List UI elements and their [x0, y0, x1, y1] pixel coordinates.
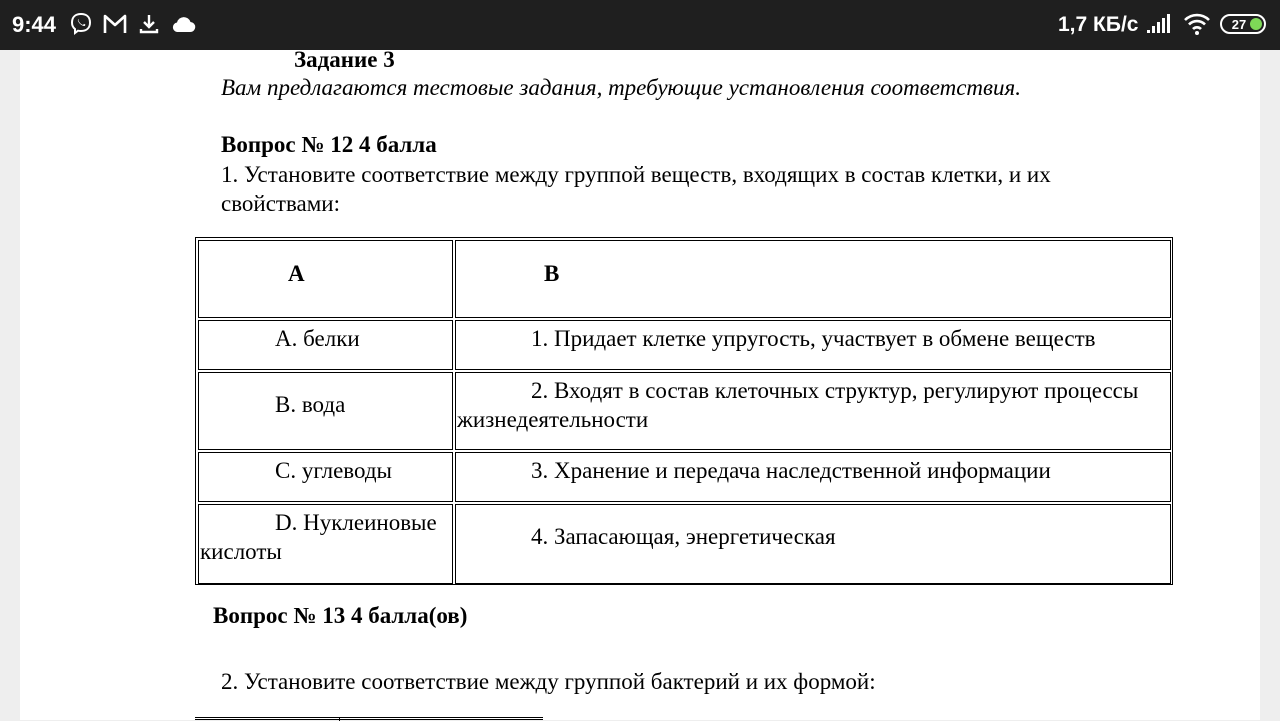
download-icon [136, 11, 162, 37]
question-12-text-line1: 1. Установите соответствие между группой веществ, входящих в состав клетки, и их [221, 162, 1051, 187]
table-row-3-b [455, 452, 1171, 502]
header-a-label: А [288, 261, 305, 286]
task-title: Задание 3 [294, 47, 395, 72]
notification-icons [68, 11, 196, 37]
viber-icon [68, 11, 94, 37]
row-2-b-text-line1: 2. Входят в состав клеточных структур, регулируют процессы [531, 378, 1139, 403]
matching-table [195, 237, 1173, 585]
battery-level: 27 [1231, 16, 1247, 32]
row-4-b-text: 4. Запасающая, энергетическая [531, 524, 836, 549]
wifi-icon [1183, 12, 1211, 41]
row-3-b-text: 3. Хранение и передача наследственной информации [531, 458, 1051, 483]
row-1-b-text: 1. Придает клетке упругость, участвует в обмене веществ [531, 326, 1096, 351]
gmail-icon [102, 11, 128, 37]
document-page [20, 47, 1260, 720]
row-3-a-text: С. углеводы [275, 458, 392, 483]
row-2-b-text-line2: жизнедеятельности [457, 407, 649, 432]
row-4-a-text-line2: кислоты [200, 539, 282, 564]
header-b-label: В [544, 261, 560, 286]
table-row-3-a [198, 452, 453, 502]
table-row-4-a [198, 504, 453, 584]
question-13-text: 2. Установите соответствие между группой бактерий и их формой: [221, 669, 876, 694]
table-row-4-b [455, 504, 1171, 584]
table-header-b [455, 240, 1171, 318]
status-bar [0, 0, 1280, 50]
row-1-a-text: А. белки [275, 326, 360, 351]
cloud-icon [170, 11, 196, 37]
row-4-a-text-line1: D. Нуклеиновые [275, 510, 437, 535]
network-speed: 1,7 КБ/с [1058, 13, 1139, 36]
task-intro: Вам предлагаются тестовые задания, требующие установления соответствия. [221, 75, 1021, 100]
table-row-2-a [198, 372, 453, 450]
question-13-heading: Вопрос № 13 4 балла(ов) [213, 603, 468, 628]
table-row-1-b [455, 320, 1171, 370]
battery-icon [1220, 14, 1266, 34]
table-row-1-a [198, 320, 453, 370]
clock: 9:44 [12, 12, 57, 37]
second-table-column-divider [339, 717, 340, 721]
question-12-heading: Вопрос № 12 4 балла [221, 132, 437, 157]
table-row-2-b [455, 372, 1171, 450]
question-12-text-line2: свойствами: [221, 191, 340, 216]
table-header-a [198, 240, 453, 318]
row-2-a-text: В. вода [275, 392, 346, 417]
battery-fill [1250, 18, 1262, 30]
signal-icon [1146, 14, 1172, 39]
